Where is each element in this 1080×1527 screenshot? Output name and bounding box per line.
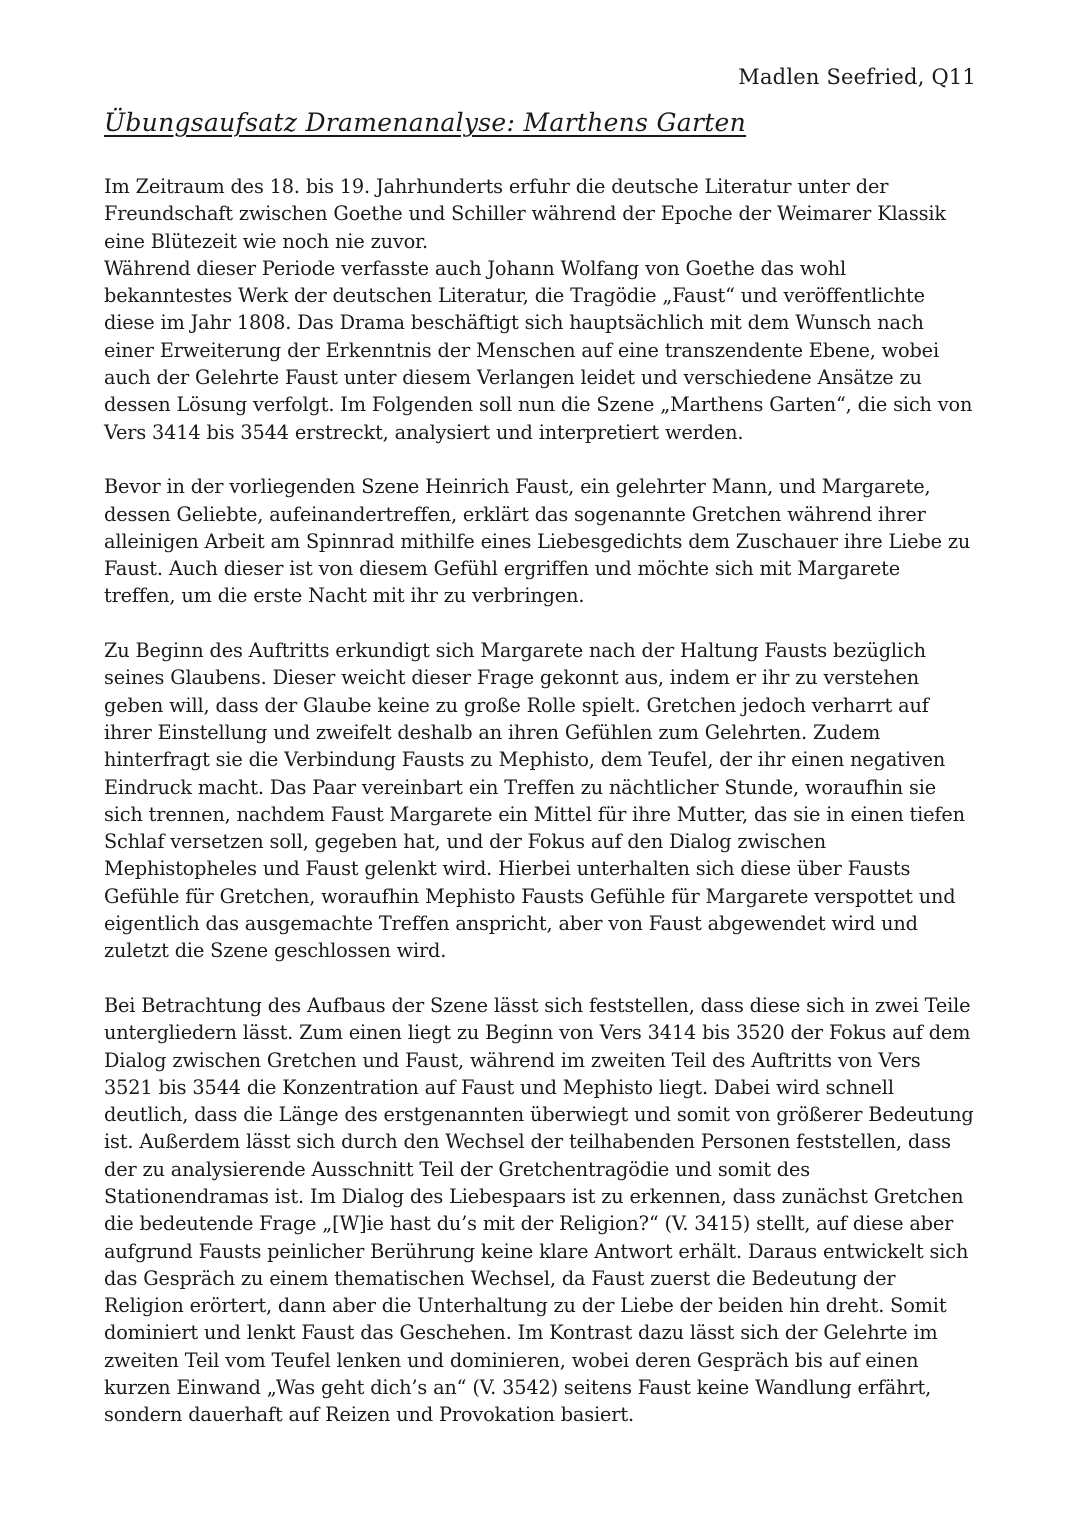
paragraph-prior-scene: Bevor in der vorliegenden Szene Heinrich Faust, ein gelehrter Mann, und Margarete, dessen Geliebte, aufeinandertreffen, erklärt das sogenannte Gretchen während ihrer alleinigen Arbeit am Spinnrad mithilfe eines Liebesgedichts dem Zuschauer ihre Liebe zu Faust. Auch dieser ist von diesem Gefühl ergriffen und möchte sich mit Margarete treffen, um die erste Nacht mit ihr zu verbringen. <box>104 475 971 608</box>
paragraph-structure: Bei Betrachtung des Aufbaus der Szene lässt sich feststellen, dass diese sich in zwei Teile untergliedern lässt. Zum einen liegt zu Beginn von Vers 3414 bis 3520 der Fokus auf dem Dialog zwischen Gretchen und Faust, während im zweiten Teil des Auftritts von Vers 3521 bis 3544 die Konzentration auf Faust und Mephisto liegt. Dabei wird schnell deutlich, dass die Länge des erstgenannten überwiegt und somit von größerer Bedeutung ist. Außerdem lässt sich durch den Wechsel der teilhabenden Personen feststellen, dass der zu analysierende Ausschnitt Teil der Gretchentragödie und somit des Stationendramas ist. Im Dialog des Liebespaars ist zu erkennen, dass zunächst Gretchen die bedeutende Frage „[W]ie hast du’s mit der Religion?“ (V. 3415) stellt, auf diese aber aufgrund Fausts peinlicher Berührung keine klare Antwort erhält. Daraus entwickelt sich das Gespräch zu einem thematischen Wechsel, da Faust zuerst die Bedeutung der Religion erörtert, dann aber die Unterhaltung zu der Liebe der beiden hin dreht. Somit dominiert und lenkt Faust das Geschehen. Im Kontrast dazu lässt sich der Gelehrte im zweiten Teil vom Teufel lenken und dominieren, wobei deren Gespräch bis auf einen kurzen Einwand „Was geht dich’s an“ (V. 3542) seitens Faust keine Wandlung erfährt, sondern dauerhaft auf Reizen und Provokation basiert. <box>104 993 974 1427</box>
document-title: Übungsaufsatz Dramenanalyse: Marthens Garten <box>104 108 747 137</box>
paragraph-summary: Zu Beginn des Auftritts erkundigt sich Margarete nach der Haltung Fausts bezüglich seines Glaubens. Dieser weicht dieser Frage gekonnt aus, indem er ihr zu verstehen geben will, dass der Glaube keine zu große Rolle spielt. Gretchen jedoch verharrt auf ihrer Einstellung und zweifelt deshalb an ihren Gefühlen zum Gelehrten. Zudem hinterfragt sie die Verbindung Fausts zu Mephisto, dem Teufel, der ihr einen negativen Eindruck macht. Das Paar vereinbart ein Treffen zu nächtlicher Stunde, woraufhin sie sich trennen, nachdem Faust Margarete ein Mittel für ihre Mutter, das sie in einen tiefen Schlaf versetzen soll, gegeben hat, und der Fokus auf den Dialog zwischen Mephistopheles und Faust gelenkt wird. Hierbei unterhalten sich diese über Fausts Gefühle für Gretchen, woraufhin Mephisto Fausts Gefühle für Margarete verspottet und eigentlich das ausgemachte Treffen anspricht, aber von Faust abgewendet wird und zuletzt die Szene geschlossen wird. <box>104 639 965 963</box>
paragraph-intro: Im Zeitraum des 18. bis 19. Jahrhunderts erfuhr die deutsche Literatur unter der Freundschaft zwischen Goethe und Schiller während der Epoche der Weimarer Klassik eine Blütezeit wie noch nie zuvor. <box>104 175 946 253</box>
document-body <box>104 173 974 1429</box>
author-line: Madlen Seefried, Q11 <box>738 65 976 89</box>
paragraph-context: Während dieser Periode verfasste auch Johann Wolfang von Goethe das wohl bekanntestes Werk der deutschen Literatur, die Tragödie „Faust“ und veröffentlichte diese im Jahr 1808. Das Drama beschäftigt sich hauptsächlich mit dem Wunsch nach einer Erweiterung der Erkenntnis der Menschen auf eine transzendente Ebene, wobei auch der Gelehrte Faust unter diesem Verlangen leidet und verschiedene Ansätze zu dessen Lösung verfolgt. Im Folgenden soll nun die Szene „Marthens Garten“, die sich von Vers 3414 bis 3544 erstreckt, analysiert und interpretiert werden. <box>104 256 973 444</box>
